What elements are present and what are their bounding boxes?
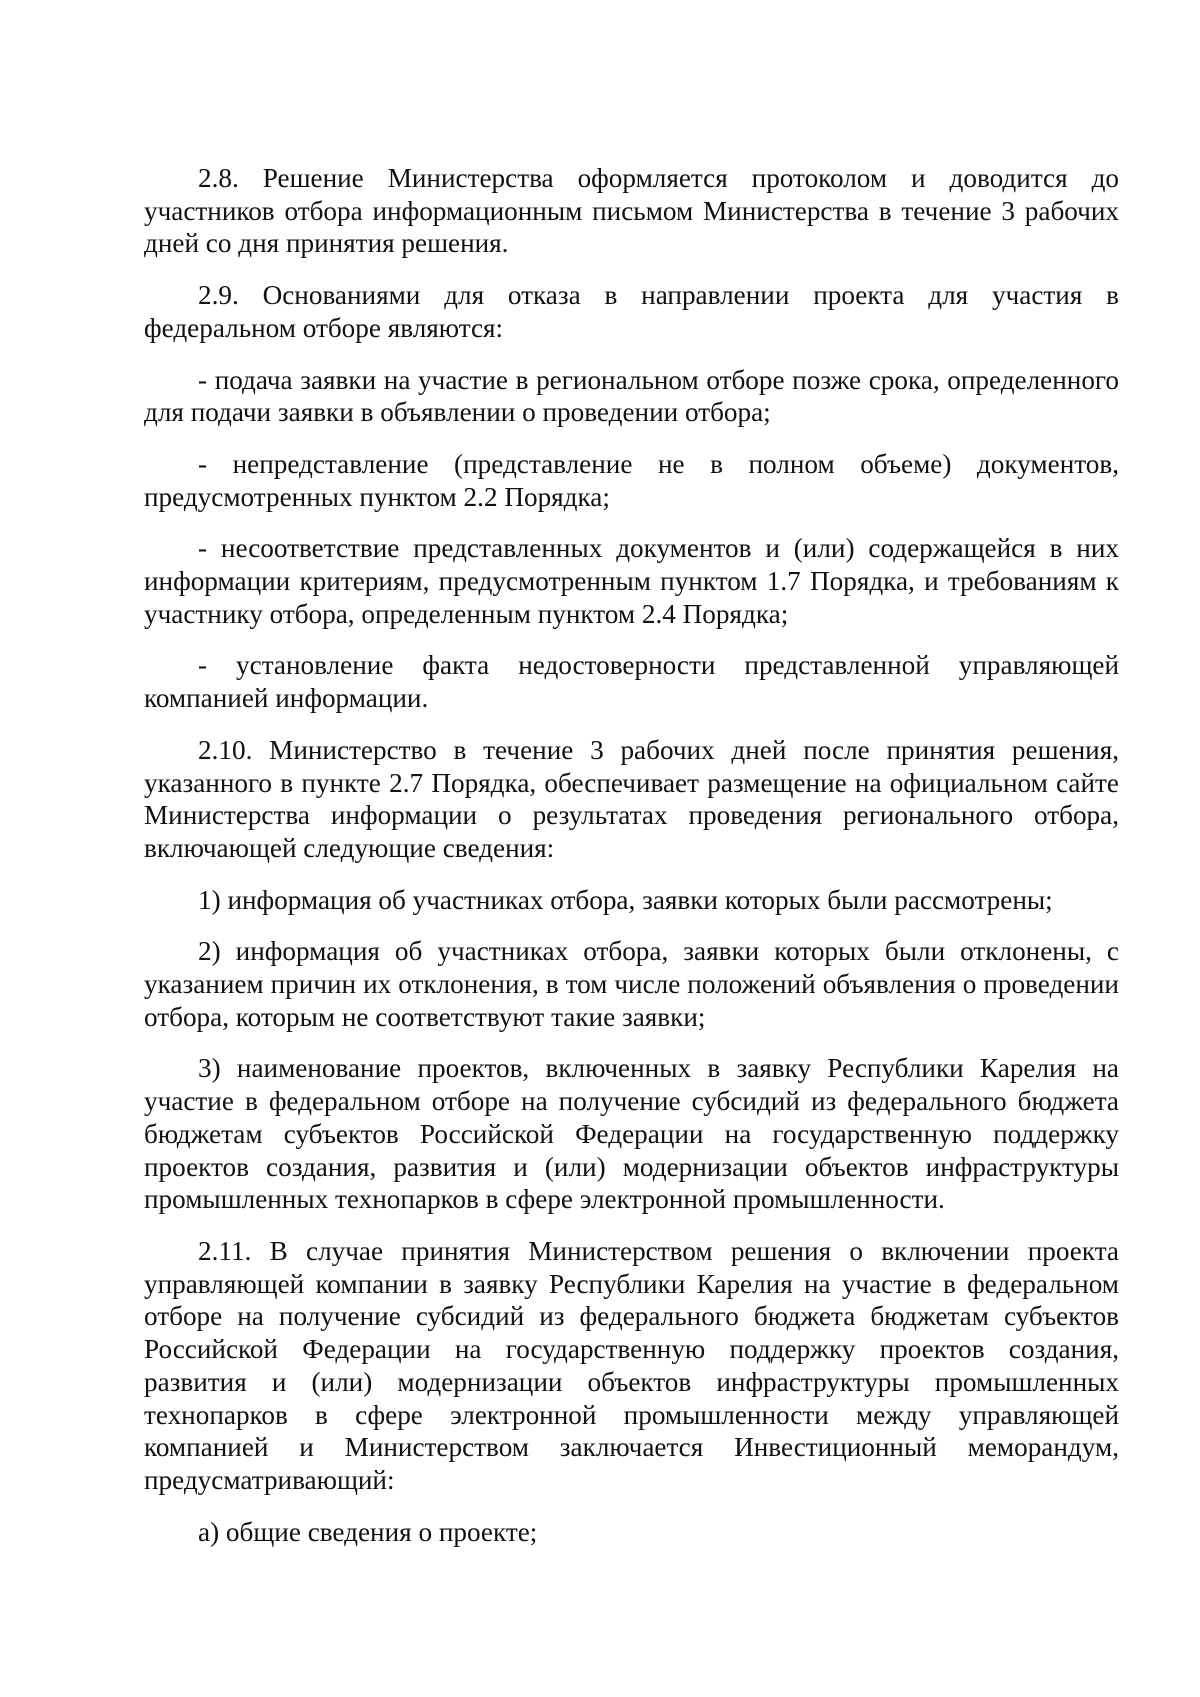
document-body: [144, 162, 1119, 1548]
list-item-2: 2) информация об участниках отбора, заявки которых были отклонены, с указанием причин их отклонения, в том числе положений объявления о проведении отбора, которым не соответствуют такие заявки;: [144, 936, 1119, 1032]
list-item-late-submission: - подача заявки на участие в региональном отборе позже срока, определенного для подачи заявки в объявлении о проведении отбора;: [144, 364, 1119, 428]
list-item-unreliable-information: - установление факта недостоверности представленной управляющей компанией информации.: [144, 650, 1119, 714]
list-item-3: 3) наименование проектов, включенных в заявку Республики Карелия на участие в федеральном отборе на получение субсидий из федерального бюджета бюджетам субъектов Российской Федерации на государственную поддержку проектов создания, развития и (или) модернизации объектов инфраструктуры промышленных технопарков в сфере электронной промышленности.: [144, 1053, 1119, 1215]
paragraph-2-8: 2.8. Решение Министерства оформляется протоколом и доводится до участников отбора информационным письмом Министерства в течение 3 рабочих дней со дня принятия решения.: [144, 163, 1119, 259]
list-item-1: 1) информация об участниках отбора, заявки которых были рассмотрены;: [198, 884, 1053, 915]
paragraph-2-11: 2.11. В случае принятия Министерством решения о включении проекта управляющей компании в заявку Республики Карелия на участие в федеральном отборе на получение субсидий из федерального бюджета бюджетам субъектов Российской Федерации на государственную поддержку проектов создания, развития и (или) модернизации объектов инфраструктуры промышленных технопарков в сфере электронной промышленности между управляющей компанией и Министерством заключается Инвестиционный меморандум, предусматривающий:: [144, 1235, 1119, 1495]
paragraph-2-9: 2.9. Основаниями для отказа в направлении проекта для участия в федеральном отборе являются:: [144, 280, 1119, 343]
list-item-a: а) общие сведения о проекте;: [198, 1516, 538, 1547]
paragraph-2-10: 2.10. Министерство в течение 3 рабочих дней после принятия решения, указанного в пункте 2.7 Порядка, обеспечивает размещение на официальном сайте Министерства информации о результатах проведения регионального отбора, включающей следующие сведения:: [144, 734, 1119, 863]
list-item-incomplete-documents: - непредставление (представление не в полном объеме) документов, предусмотренных пунктом 2.2 Порядка;: [144, 448, 1119, 512]
list-item-criteria-mismatch: - несоответствие представленных документов и (или) содержащейся в них информации критериям, предусмотренным пунктом 1.7 Порядка, и требованиям к участнику отбора, определенным пунктом 2.4 Порядка;: [144, 533, 1119, 629]
